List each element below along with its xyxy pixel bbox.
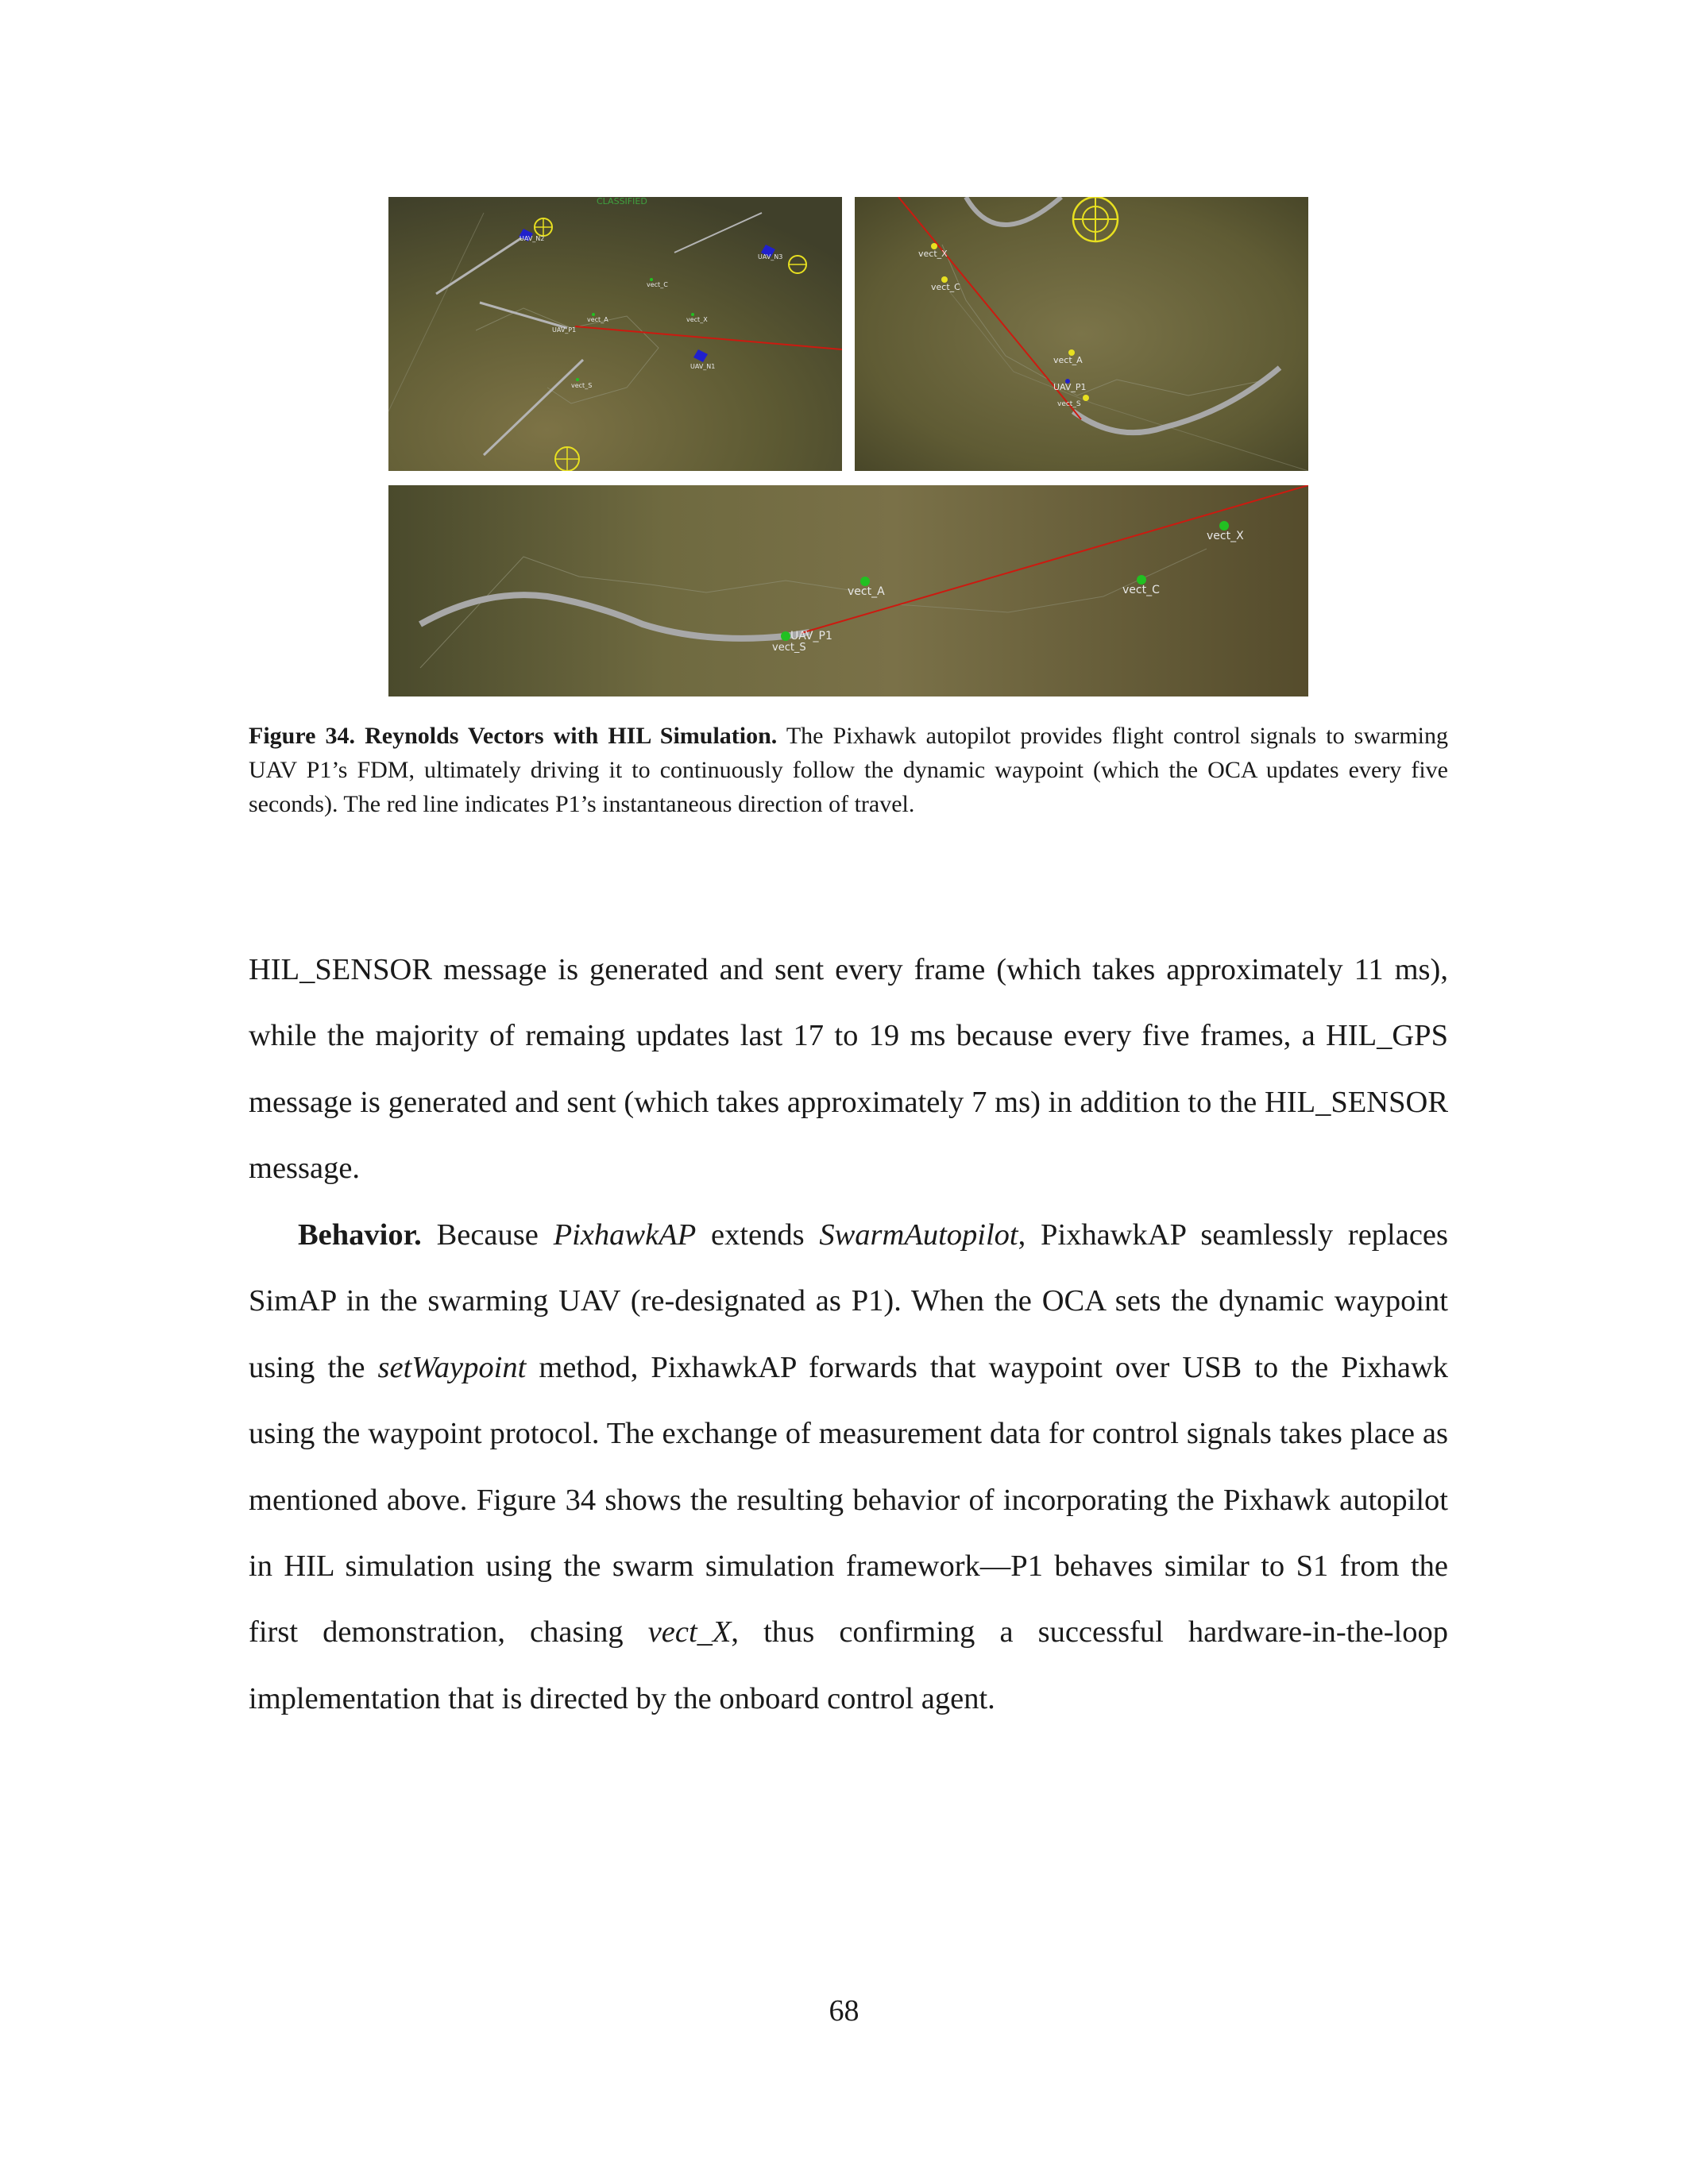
vector-marker [1083, 395, 1089, 401]
simulation-view-c [388, 485, 1308, 696]
label-uav-p1: UAV_P1 [1053, 382, 1087, 392]
paragraph-text: , PixhawkAP seamlessly replaces SimAP in the swarming UAV (re-designated as P1). When the OCA sets the dynamic waypoint using the [249, 1218, 1448, 1384]
label-vect-x: vect_X [918, 249, 948, 259]
emphasis-swarmautopilot: SwarmAutopilot [819, 1218, 1018, 1252]
label-uav-p1: UAV_P1 [790, 630, 832, 642]
label-uav-p1: UAV_P1 [552, 326, 577, 334]
label-vect-c: vect_C [1122, 584, 1160, 596]
label-uav-n2: UAV_N2 [520, 235, 545, 242]
label-vect-s: vect_S [1057, 400, 1081, 408]
vector-marker [781, 631, 790, 641]
label-vect-x: vect_X [686, 316, 708, 323]
figure-34-panel-c [388, 485, 1308, 696]
label-vect-s: vect_S [571, 382, 593, 389]
classified-banner: CLASSIFIED [597, 197, 647, 206]
waypoint-target-icon [1073, 197, 1118, 241]
paragraph-heading: Behavior. [298, 1218, 422, 1252]
figure-34-panel-a [388, 197, 842, 471]
label-uav-n3: UAV_N3 [758, 253, 783, 260]
paragraph-text: Because [421, 1218, 554, 1252]
label-vect-a: vect_A [587, 316, 608, 323]
label-vect-x: vect_X [1207, 530, 1244, 542]
body-paragraph-2 [249, 1202, 1448, 1732]
waypoint-target-icon [535, 218, 552, 236]
terrain-background [388, 197, 842, 471]
figure-label: Figure 34. [249, 723, 356, 749]
label-vect-c: vect_C [931, 282, 960, 292]
vector-marker [576, 378, 579, 381]
terrain-background [855, 197, 1308, 471]
label-vect-a: vect_A [848, 585, 885, 598]
body-paragraph-1: HIL_SENSOR message is generated and sent every frame (which takes approximately 11 ms), while the majority of remaing updates last 17 to 19 ms because every five frames, a HIL_GPS message is generated and sent (which takes approximately 7 ms) in addition to the HIL_SENSOR message. [249, 953, 1448, 1186]
figure-title: Reynolds Vectors with HIL Simulation. [365, 723, 778, 749]
simulation-view-b [855, 197, 1308, 471]
paragraph-text: , thus confirming a successful hardware-in-the-loop implementation that is directed by the onboard control agent. [249, 1615, 1448, 1715]
figure-caption [249, 719, 1448, 821]
paragraph-text: method, PixhawkAP forwards that waypoint over USB to the Pixhawk using the waypoint protocol. The exchange of measurement data for control signals takes place as mentioned above. Figure 34 shows the resulting behavior of incorporating the Pixhawk autopilot in HIL simulation using the swarm simulation framework—P1 behaves similar to S1 from the first demonstration, chasing [249, 1350, 1448, 1650]
figure-34-panel-b [855, 197, 1308, 471]
page-number: 68 [829, 1994, 859, 2028]
label-vect-c: vect_C [647, 281, 668, 288]
emphasis-pixhawkap: PixhawkAP [553, 1218, 697, 1252]
emphasis-setwaypoint: setWaypoint [377, 1350, 527, 1384]
simulation-view-a [388, 197, 842, 471]
label-uav-n1: UAV_N1 [690, 363, 716, 370]
label-vect-s: vect_S [772, 642, 806, 654]
caption-text: The Pixhawk autopilot provides flight control signals to swarming UAV P1’s FDM, ultimately driving it to continuously follow the dynamic waypoint (which the OCA updates every five seconds). The red line indicates P1’s instantaneous direction of travel. [249, 723, 1448, 817]
emphasis-vect-x: vect_X [647, 1615, 732, 1650]
paragraph-text: extends [696, 1218, 820, 1252]
waypoint-target-icon [555, 447, 579, 471]
label-vect-a: vect_A [1053, 355, 1083, 365]
